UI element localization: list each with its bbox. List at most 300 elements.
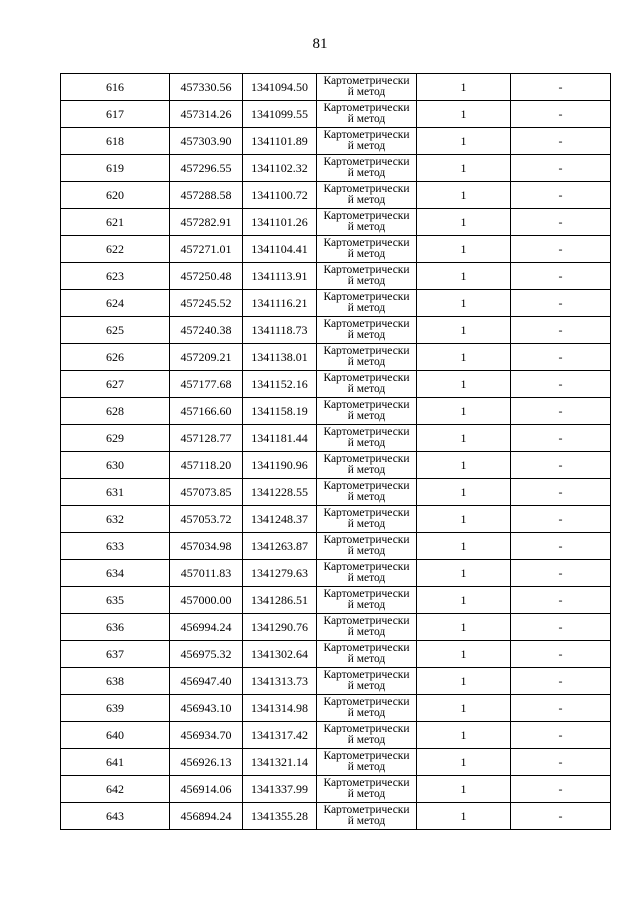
- note-cell: [511, 371, 611, 398]
- accuracy-cell: [417, 263, 511, 290]
- x-coordinate-cell: [170, 101, 243, 128]
- x-coordinate: 456914.06: [180, 781, 232, 796]
- y-coordinate: 1341228.55: [251, 484, 308, 499]
- y-coordinate: 1341263.87: [251, 538, 308, 553]
- note-cell: [511, 695, 611, 722]
- point-number: 626: [106, 349, 124, 364]
- method-line-2: й метод: [347, 383, 386, 395]
- method-line-2: й метод: [347, 491, 386, 503]
- point-number-cell: [61, 128, 170, 155]
- note-cell: [511, 803, 611, 830]
- y-coordinate-cell: [243, 344, 317, 371]
- table-row: [61, 641, 611, 668]
- method-line-1: Картометрически: [323, 290, 410, 303]
- accuracy-value: 1: [460, 592, 467, 607]
- method-line-2: й метод: [347, 518, 386, 530]
- accuracy-cell: [417, 317, 511, 344]
- y-coordinate: 1341279.63: [251, 565, 308, 580]
- method-line-2: й метод: [347, 572, 386, 584]
- accuracy-value: 1: [460, 430, 467, 445]
- method-cell: [317, 344, 417, 371]
- y-coordinate: 1341099.55: [251, 106, 308, 121]
- method-text: [317, 670, 416, 693]
- accuracy-value: 1: [460, 511, 467, 526]
- accuracy-cell: [417, 614, 511, 641]
- x-coordinate: 457073.85: [180, 484, 232, 499]
- point-number-cell: [61, 668, 170, 695]
- point-number-cell: [61, 776, 170, 803]
- point-number-cell: [61, 182, 170, 209]
- method-line-1: Картометрически: [323, 398, 410, 411]
- method-cell: [317, 506, 417, 533]
- x-coordinate: 456975.32: [180, 646, 232, 661]
- y-coordinate-cell: [243, 560, 317, 587]
- method-line-1: Картометрически: [323, 236, 410, 249]
- accuracy-value: 1: [460, 646, 467, 661]
- note-value: -: [558, 619, 563, 634]
- point-number-cell: [61, 371, 170, 398]
- accuracy-cell: [417, 155, 511, 182]
- accuracy-cell: [417, 506, 511, 533]
- x-coordinate-cell: [170, 506, 243, 533]
- x-coordinate-cell: [170, 749, 243, 776]
- method-line-1: Картометрически: [323, 587, 410, 600]
- y-coordinate-cell: [243, 398, 317, 425]
- method-cell: [317, 695, 417, 722]
- note-cell: [511, 290, 611, 317]
- method-cell: [317, 371, 417, 398]
- accuracy-cell: [417, 776, 511, 803]
- method-text: [317, 589, 416, 612]
- x-coordinate-cell: [170, 533, 243, 560]
- y-coordinate: 1341102.32: [251, 160, 308, 175]
- x-coordinate-cell: [170, 722, 243, 749]
- point-number: 627: [106, 376, 124, 391]
- note-cell: [511, 263, 611, 290]
- point-number-cell: [61, 722, 170, 749]
- y-coordinate-cell: [243, 290, 317, 317]
- method-line-1: Картометрически: [323, 722, 410, 735]
- method-line-2: й метод: [347, 329, 386, 341]
- note-value: -: [558, 808, 563, 823]
- y-coordinate: 1341337.99: [251, 781, 308, 796]
- table-row: [61, 560, 611, 587]
- x-coordinate: 456894.24: [180, 808, 232, 823]
- method-cell: [317, 587, 417, 614]
- point-number: 620: [106, 187, 124, 202]
- table-row: [61, 587, 611, 614]
- x-coordinate: 457330.56: [180, 79, 232, 94]
- note-value: -: [558, 295, 563, 310]
- table-row: [61, 398, 611, 425]
- note-value: -: [558, 106, 563, 121]
- accuracy-value: 1: [460, 781, 467, 796]
- y-coordinate: 1341286.51: [251, 592, 308, 607]
- method-line-2: й метод: [347, 275, 386, 287]
- method-cell: [317, 749, 417, 776]
- method-line-2: й метод: [347, 599, 386, 611]
- point-number-cell: [61, 236, 170, 263]
- y-coordinate-cell: [243, 614, 317, 641]
- accuracy-cell: [417, 479, 511, 506]
- x-coordinate-cell: [170, 614, 243, 641]
- method-text: [317, 562, 416, 585]
- x-coordinate: 456943.10: [180, 700, 232, 715]
- y-coordinate-cell: [243, 668, 317, 695]
- y-coordinate-cell: [243, 776, 317, 803]
- table-row: [61, 371, 611, 398]
- point-number: 624: [106, 295, 124, 310]
- y-coordinate: 1341158.19: [251, 403, 308, 418]
- table-row: [61, 155, 611, 182]
- method-line-1: Картометрически: [323, 776, 410, 789]
- method-line-1: Картометрически: [323, 641, 410, 654]
- accuracy-cell: [417, 722, 511, 749]
- method-cell: [317, 236, 417, 263]
- point-number: 639: [106, 700, 124, 715]
- point-number-cell: [61, 641, 170, 668]
- note-cell: [511, 776, 611, 803]
- table-row: [61, 128, 611, 155]
- method-cell: [317, 803, 417, 830]
- x-coordinate: 457303.90: [180, 133, 232, 148]
- method-text: [317, 184, 416, 207]
- accuracy-cell: [417, 641, 511, 668]
- note-value: -: [558, 160, 563, 175]
- table-row: [61, 749, 611, 776]
- accuracy-value: 1: [460, 322, 467, 337]
- note-value: -: [558, 241, 563, 256]
- note-value: -: [558, 511, 563, 526]
- accuracy-value: 1: [460, 79, 467, 94]
- y-coordinate-cell: [243, 587, 317, 614]
- y-coordinate: 1341113.91: [251, 268, 308, 283]
- method-text: [317, 454, 416, 477]
- point-number: 642: [106, 781, 124, 796]
- x-coordinate: 457177.68: [180, 376, 232, 391]
- method-line-1: Картометрически: [323, 74, 410, 87]
- note-value: -: [558, 484, 563, 499]
- note-cell: [511, 182, 611, 209]
- point-number: 634: [106, 565, 124, 580]
- method-text: [317, 211, 416, 234]
- accuracy-cell: [417, 344, 511, 371]
- accuracy-cell: [417, 587, 511, 614]
- method-text: [317, 130, 416, 153]
- x-coordinate: 457296.55: [180, 160, 232, 175]
- y-coordinate-cell: [243, 263, 317, 290]
- table-row: [61, 236, 611, 263]
- accuracy-cell: [417, 101, 511, 128]
- accuracy-value: 1: [460, 106, 467, 121]
- y-coordinate-cell: [243, 236, 317, 263]
- method-line-1: Картометрически: [323, 803, 410, 816]
- accuracy-value: 1: [460, 727, 467, 742]
- note-value: -: [558, 133, 563, 148]
- table-row: [61, 263, 611, 290]
- table-row: [61, 614, 611, 641]
- method-text: [317, 400, 416, 423]
- accuracy-value: 1: [460, 187, 467, 202]
- accuracy-value: 1: [460, 376, 467, 391]
- method-cell: [317, 182, 417, 209]
- x-coordinate: 457271.01: [180, 241, 232, 256]
- table-row: [61, 74, 611, 101]
- point-number-cell: [61, 587, 170, 614]
- method-line-2: й метод: [347, 707, 386, 719]
- note-cell: [511, 479, 611, 506]
- accuracy-cell: [417, 749, 511, 776]
- method-line-1: Картометрически: [323, 209, 410, 222]
- note-value: -: [558, 376, 563, 391]
- x-coordinate-cell: [170, 425, 243, 452]
- note-cell: [511, 344, 611, 371]
- x-coordinate-cell: [170, 209, 243, 236]
- point-number: 628: [106, 403, 124, 418]
- table-row: [61, 803, 611, 830]
- method-text: [317, 103, 416, 126]
- point-number-cell: [61, 209, 170, 236]
- y-coordinate-cell: [243, 641, 317, 668]
- accuracy-cell: [417, 803, 511, 830]
- x-coordinate: 457250.48: [180, 268, 232, 283]
- table-row: [61, 344, 611, 371]
- table-row: [61, 533, 611, 560]
- point-number-cell: [61, 263, 170, 290]
- point-number: 618: [106, 133, 124, 148]
- note-value: -: [558, 673, 563, 688]
- point-number-cell: [61, 101, 170, 128]
- point-number: 617: [106, 106, 124, 121]
- method-line-2: й метод: [347, 194, 386, 206]
- method-text: [317, 265, 416, 288]
- method-text: [317, 508, 416, 531]
- method-cell: [317, 614, 417, 641]
- note-cell: [511, 722, 611, 749]
- point-number-cell: [61, 317, 170, 344]
- method-line-1: Картометрически: [323, 668, 410, 681]
- y-coordinate: 1341317.42: [251, 727, 308, 742]
- point-number-cell: [61, 695, 170, 722]
- x-coordinate: 457128.77: [180, 430, 232, 445]
- y-coordinate: 1341152.16: [251, 376, 308, 391]
- method-cell: [317, 722, 417, 749]
- method-line-1: Картометрически: [323, 695, 410, 708]
- method-text: [317, 292, 416, 315]
- note-cell: [511, 128, 611, 155]
- note-value: -: [558, 727, 563, 742]
- note-cell: [511, 749, 611, 776]
- accuracy-value: 1: [460, 268, 467, 283]
- accuracy-value: 1: [460, 484, 467, 499]
- method-cell: [317, 155, 417, 182]
- x-coordinate-cell: [170, 803, 243, 830]
- accuracy-cell: [417, 452, 511, 479]
- note-cell: [511, 236, 611, 263]
- note-cell: [511, 641, 611, 668]
- method-text: [317, 778, 416, 801]
- point-number: 630: [106, 457, 124, 472]
- method-cell: [317, 290, 417, 317]
- y-coordinate: 1341101.89: [251, 133, 308, 148]
- note-value: -: [558, 187, 563, 202]
- y-coordinate-cell: [243, 479, 317, 506]
- y-coordinate: 1341302.64: [251, 646, 308, 661]
- accuracy-value: 1: [460, 214, 467, 229]
- method-cell: [317, 560, 417, 587]
- point-number: 643: [106, 808, 124, 823]
- x-coordinate: 457034.98: [180, 538, 232, 553]
- x-coordinate-cell: [170, 371, 243, 398]
- x-coordinate-cell: [170, 479, 243, 506]
- table-row: [61, 317, 611, 344]
- point-number-cell: [61, 506, 170, 533]
- point-number: 633: [106, 538, 124, 553]
- method-cell: [317, 452, 417, 479]
- note-value: -: [558, 754, 563, 769]
- x-coordinate-cell: [170, 695, 243, 722]
- method-text: [317, 697, 416, 720]
- y-coordinate: 1341248.37: [251, 511, 308, 526]
- y-coordinate: 1341100.72: [251, 187, 308, 202]
- point-number-cell: [61, 533, 170, 560]
- accuracy-value: 1: [460, 133, 467, 148]
- x-coordinate-cell: [170, 74, 243, 101]
- method-text: [317, 535, 416, 558]
- y-coordinate-cell: [243, 101, 317, 128]
- y-coordinate-cell: [243, 371, 317, 398]
- accuracy-value: 1: [460, 619, 467, 634]
- y-coordinate: 1341094.50: [251, 79, 308, 94]
- accuracy-cell: [417, 425, 511, 452]
- method-text: [317, 643, 416, 666]
- point-number-cell: [61, 344, 170, 371]
- y-coordinate-cell: [243, 74, 317, 101]
- accuracy-cell: [417, 236, 511, 263]
- x-coordinate: 457282.91: [180, 214, 232, 229]
- x-coordinate: 457240.38: [180, 322, 232, 337]
- method-line-1: Картометрически: [323, 560, 410, 573]
- note-value: -: [558, 781, 563, 796]
- y-coordinate: 1341138.01: [251, 349, 308, 364]
- point-number-cell: [61, 425, 170, 452]
- method-line-1: Картометрически: [323, 128, 410, 141]
- x-coordinate-cell: [170, 398, 243, 425]
- method-cell: [317, 101, 417, 128]
- method-line-2: й метод: [347, 653, 386, 665]
- method-cell: [317, 668, 417, 695]
- point-number: 635: [106, 592, 124, 607]
- table-row: [61, 479, 611, 506]
- point-number-cell: [61, 74, 170, 101]
- note-value: -: [558, 565, 563, 580]
- x-coordinate: 457166.60: [180, 403, 232, 418]
- note-value: -: [558, 214, 563, 229]
- method-text: [317, 157, 416, 180]
- note-cell: [511, 560, 611, 587]
- x-coordinate-cell: [170, 317, 243, 344]
- y-coordinate-cell: [243, 425, 317, 452]
- y-coordinate-cell: [243, 803, 317, 830]
- note-cell: [511, 452, 611, 479]
- table-row: [61, 695, 611, 722]
- method-text: [317, 238, 416, 261]
- y-coordinate: 1341118.73: [251, 322, 308, 337]
- accuracy-cell: [417, 128, 511, 155]
- accuracy-cell: [417, 668, 511, 695]
- x-coordinate: 457118.20: [180, 457, 232, 472]
- x-coordinate: 457245.52: [180, 295, 232, 310]
- point-number: 619: [106, 160, 124, 175]
- y-coordinate-cell: [243, 506, 317, 533]
- method-line-2: й метод: [347, 248, 386, 260]
- x-coordinate: 456994.24: [180, 619, 232, 634]
- accuracy-value: 1: [460, 241, 467, 256]
- y-coordinate-cell: [243, 722, 317, 749]
- x-coordinate-cell: [170, 560, 243, 587]
- y-coordinate-cell: [243, 155, 317, 182]
- point-number: 636: [106, 619, 124, 634]
- method-line-2: й метод: [347, 410, 386, 422]
- method-line-1: Картометрически: [323, 344, 410, 357]
- accuracy-value: 1: [460, 538, 467, 553]
- method-line-2: й метод: [347, 113, 386, 125]
- accuracy-cell: [417, 74, 511, 101]
- point-number-cell: [61, 479, 170, 506]
- method-text: [317, 76, 416, 99]
- coordinates-table-body: [61, 74, 611, 830]
- accuracy-cell: [417, 695, 511, 722]
- table-row: [61, 425, 611, 452]
- method-line-1: Картометрически: [323, 533, 410, 546]
- note-value: -: [558, 403, 563, 418]
- method-line-2: й метод: [347, 140, 386, 152]
- table-row: [61, 182, 611, 209]
- point-number-cell: [61, 803, 170, 830]
- x-coordinate-cell: [170, 452, 243, 479]
- y-coordinate: 1341290.76: [251, 619, 308, 634]
- note-value: -: [558, 700, 563, 715]
- method-line-2: й метод: [347, 437, 386, 449]
- y-coordinate-cell: [243, 317, 317, 344]
- accuracy-cell: [417, 182, 511, 209]
- method-cell: [317, 479, 417, 506]
- method-line-2: й метод: [347, 734, 386, 746]
- accuracy-cell: [417, 371, 511, 398]
- x-coordinate-cell: [170, 668, 243, 695]
- x-coordinate: 457314.26: [180, 106, 232, 121]
- method-line-2: й метод: [347, 167, 386, 179]
- accuracy-value: 1: [460, 295, 467, 310]
- y-coordinate: 1341181.44: [251, 430, 308, 445]
- note-value: -: [558, 430, 563, 445]
- table-row: [61, 668, 611, 695]
- point-number: 623: [106, 268, 124, 283]
- point-number: 637: [106, 646, 124, 661]
- note-value: -: [558, 538, 563, 553]
- method-cell: [317, 209, 417, 236]
- note-cell: [511, 506, 611, 533]
- accuracy-value: 1: [460, 349, 467, 364]
- method-line-1: Картометрически: [323, 749, 410, 762]
- x-coordinate: 457011.83: [180, 565, 232, 580]
- note-value: -: [558, 592, 563, 607]
- y-coordinate-cell: [243, 749, 317, 776]
- y-coordinate-cell: [243, 209, 317, 236]
- y-coordinate: 1341313.73: [251, 673, 308, 688]
- method-line-1: Картометрически: [323, 371, 410, 384]
- method-text: [317, 616, 416, 639]
